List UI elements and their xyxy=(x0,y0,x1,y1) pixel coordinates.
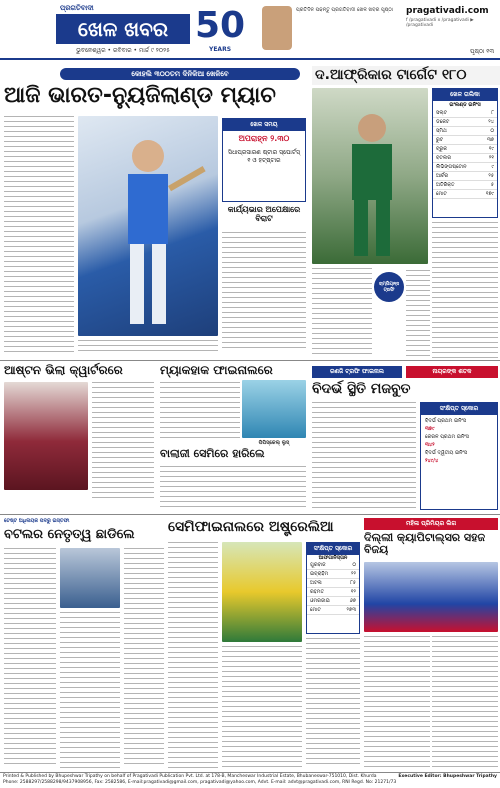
sa-column-2 xyxy=(406,270,430,358)
australia-photo xyxy=(222,542,302,642)
player-name: ମୋଟ xyxy=(307,606,339,615)
table-row xyxy=(307,570,359,579)
ranji-line: ୩୭୯ xyxy=(425,426,435,432)
masthead xyxy=(0,0,500,60)
balaji-column xyxy=(160,466,306,510)
butler-column-3 xyxy=(124,548,164,768)
table-row xyxy=(433,154,497,163)
tennis-player-photo xyxy=(242,380,306,438)
player-runs: ୨୧ xyxy=(479,154,497,163)
player-name: ମୋଟ xyxy=(433,190,479,199)
brand-name: ପ୍ରଗତିବାଦୀ xyxy=(60,4,94,12)
wpl-column-1 xyxy=(364,636,430,768)
ranji-line: କେରଳ ପ୍ରଥମ ଇନିଂସ xyxy=(425,434,469,440)
player-runs: ୦ xyxy=(479,127,497,136)
wpl-headline: ଦିଲ୍ଲୀ କ୍ୟାପିଟାଲ୍ସର ସହଜ ବିଜୟ xyxy=(364,531,486,557)
table-row xyxy=(433,109,497,118)
lead-headline: ଆଜି ଭାରତ-ନ୍ୟୁଜିଲାଣ୍ଡ ମ୍ୟାଚ xyxy=(4,83,276,108)
australia-column-2 xyxy=(222,646,302,768)
player-name: ଆର୍ଚର xyxy=(433,172,479,181)
player-runs: ୮୫ xyxy=(339,579,359,588)
player-runs: ୧୯ xyxy=(479,145,497,154)
australia-column-1 xyxy=(168,542,218,768)
balaji-headline: ବାଲାଜୀ ସେମିରେ ହାରିଲେ xyxy=(160,447,265,460)
player-name: ବଟଲର xyxy=(433,154,479,163)
villa-headline: ଆଷ୍ଟନ ଭିଲା କ୍ୱାର୍ଟରରେ xyxy=(4,363,123,377)
social-handles: f /pragativadi x /pragativadi ▶ /pragativadi xyxy=(406,18,474,28)
table-row xyxy=(433,145,497,154)
sa-headline: ଦ.ଆଫ୍ରିକାର ଟାର୍ଗେଟ ୧୮୦ xyxy=(312,66,500,85)
date-line: ଭୁବନେଶ୍ୱର • ରବିବାର • ମାର୍ଚ୍ଚ ୯ ୨୦୨୫ xyxy=(76,47,170,54)
player-runs: ୨୫ xyxy=(479,172,497,181)
imprint-footer xyxy=(0,772,500,788)
ranji-headline: ବିଦର୍ଭ ସ୍ଥିତି ମଜବୁତ xyxy=(312,381,411,397)
broadcast-info: ସିଧାପ୍ରସାରଣ ଷ୍ଟାର ସ୍ପୋର୍ଟସ୍ ୧ ଓ ହଟ୍‌ଷ୍ଟାର xyxy=(228,149,300,164)
wpl-column-2 xyxy=(432,636,498,768)
player-runs: ୦ xyxy=(339,561,359,570)
medvedev-column xyxy=(160,382,240,442)
player-runs: ୮ xyxy=(479,109,497,118)
match-time-box xyxy=(222,118,306,202)
page-number: ପୃଷ୍ଠା ୧୩ xyxy=(470,48,495,55)
player-name: ଗୁରବାଜ xyxy=(307,561,339,570)
tennis-caption: ପିପିସ୍କେଲ୍ ଲୁସ୍ xyxy=(258,440,290,446)
player-runs: ୨୭୩ xyxy=(339,606,359,615)
page-title: ଖେଳ ଖବର xyxy=(56,14,190,44)
imprint-text: Printed & Published by Bhupeshwar Tripathy on behalf of Pragativadi Publication Pvt. Ltd. at 178-B, Mancheswar Industrial Estate, Bhubaneswar-751010, Dist. Khurda xyxy=(3,774,377,779)
butler-tag: ଟେଷ୍ଟ ଅଧିନାୟକ ପଦରୁ ଇସ୍ତଫା xyxy=(4,518,70,524)
promo-photo xyxy=(262,6,292,50)
table-row xyxy=(433,190,497,199)
scoreboard-title: ଖେଳ ତାଲିକା xyxy=(433,89,497,101)
anniversary-number: 50 xyxy=(194,5,246,46)
lead-column-1 xyxy=(4,116,74,352)
scoreboard-table xyxy=(433,109,497,199)
table-row xyxy=(433,127,497,136)
table-row xyxy=(307,597,359,606)
imprint-contact: Phone: 2588297/2588298/9437908956, Fax: 2582586, E-mail:pragativadi@gmail.com, pragativadi@yahoo.com, Advt. E-mail: advt@pragativadi.com, RNI Regd. No: 21271/73 xyxy=(3,780,397,785)
aus-score-table xyxy=(307,561,359,615)
ranji-box-lines xyxy=(421,415,497,467)
player-runs: ୬୭ xyxy=(339,597,359,606)
scoreboard-subtitle: ଇଂଲଣ୍ଡ ଇନିଂସ xyxy=(449,102,481,108)
ranji-banner-2: ନାୟରଙ୍କ ଶତକ xyxy=(406,366,498,378)
lead-sub-headline: କାର୍ଯ୍ୟଭାର ଅପେକ୍ଷାରେ ବିରାଟ xyxy=(227,205,301,223)
table-row xyxy=(433,172,497,181)
australia-column-3 xyxy=(306,638,360,768)
butler-photo xyxy=(60,548,120,608)
player-name: ରୁଟ xyxy=(433,136,479,145)
scoreboard xyxy=(432,88,498,218)
ranji-line: ୨୪୯/୪ xyxy=(425,458,439,464)
table-row xyxy=(433,181,497,190)
section-divider-2 xyxy=(0,514,500,515)
sa-column-1 xyxy=(312,268,372,358)
kohli-photo xyxy=(78,116,218,336)
bowler-figure xyxy=(312,88,428,264)
anniversary-logo xyxy=(194,5,246,53)
lead-column-3 xyxy=(222,232,306,352)
player-name: ଇବ୍ରାହିମ xyxy=(307,570,339,579)
site-url[interactable]: pragativadi.com xyxy=(406,6,489,16)
table-row xyxy=(307,579,359,588)
table-row xyxy=(433,118,497,127)
player-runs: ୧୨ xyxy=(339,588,359,597)
ranji-box-title: ସଂକ୍ଷିପ୍ତ ସ୍କୋର xyxy=(421,403,497,415)
table-row xyxy=(307,561,359,570)
wpl-photo xyxy=(364,562,498,632)
aus-box-sub: ଆଫଗାନିସ୍ତାନ xyxy=(318,555,348,561)
ranji-line: ବିଦର୍ଭ ପ୍ରଥମ ଇନିଂସ xyxy=(425,418,467,424)
ranji-line: ୩୪୨ xyxy=(425,442,435,448)
imprint-editor: Executive Editor: Bhupeshwar Tripathy xyxy=(398,774,497,779)
promo-text: ପ୍ରତିଦିନ ପଢନ୍ତୁ ପ୍ରଗତିବାଦୀ ଖେଳ ଖବର ପୃଷ୍ଠା xyxy=(296,7,393,13)
time-box-value: ଅପରାହ୍ନ ୨.୩୦ xyxy=(238,134,290,143)
player-runs: ୧୭୯ xyxy=(479,190,497,199)
sa-bowler-photo xyxy=(312,88,428,264)
ranji-banner: ରଣଜି ଟ୍ରଫି ଫାଇନାଲ xyxy=(312,366,402,378)
player-name: ଲିଭିଙ୍ଗଷ୍ଟୋନ xyxy=(433,163,479,172)
lead-banner: କୋହଲି ୩୦୦ତମ ଦିନିକିଆ ଖେଳିବେ xyxy=(60,68,300,80)
australia-scorebox xyxy=(306,542,360,634)
aus-box-title: ସଂକ୍ଷିପ୍ତ ସ୍କୋର xyxy=(307,543,359,555)
ranji-column xyxy=(312,402,416,510)
sa-column-3 xyxy=(432,222,498,358)
table-row xyxy=(433,136,497,145)
player-runs: ୨୨ xyxy=(339,570,359,579)
australia-headline: ସେମିଫାଇନାଲରେ ଅଷ୍ଟ୍ରେଲିଆ xyxy=(168,519,334,535)
wpl-banner: ମହିଳା ପ୍ରିମିୟର ଲିଗ xyxy=(364,518,498,530)
anniversary-word: YEARS xyxy=(208,46,232,53)
player-name: ଡକେଟ xyxy=(433,118,479,127)
butler-column-2 xyxy=(60,612,120,768)
player-runs: ୯ xyxy=(479,163,497,172)
table-row xyxy=(307,606,359,615)
player-name: ସଲ୍ଟ xyxy=(433,109,479,118)
player-runs: ୫ xyxy=(479,181,497,190)
villa-column xyxy=(92,382,154,502)
table-row xyxy=(307,588,359,597)
butler-headline: ବଟଲର ନେତୃତ୍ୱ ଛାଡିଲେ xyxy=(4,527,135,542)
player-runs: ୨୪ xyxy=(479,118,497,127)
section-divider xyxy=(0,360,500,361)
player-name: ଅଟଲ xyxy=(307,579,339,588)
player-name: ଓମରଜାଇ xyxy=(307,597,339,606)
time-box-title: ଖେଳ ସମୟ xyxy=(223,119,305,131)
batter-figure xyxy=(78,116,218,336)
villa-player-photo xyxy=(4,382,88,490)
player-name: ଅତିରିକ୍ତ xyxy=(433,181,479,190)
player-name: ରହମତ xyxy=(307,588,339,597)
champions-trophy-badge: ଚାମ୍ପିୟନ୍ସ ଟ୍ରଫି xyxy=(374,272,404,302)
player-name: ସ୍ମିଥ xyxy=(433,127,479,136)
butler-column-1 xyxy=(4,548,56,768)
medvedev-headline: ମ୍ୟାକହାକ ଫାଇନାଲରେ xyxy=(160,363,273,377)
ranji-line: ବିଦର୍ଭ ଦ୍ୱିତୀୟ ଇନିଂସ xyxy=(425,450,468,456)
player-runs: ୩୭ xyxy=(479,136,497,145)
lead-column-2 xyxy=(78,340,218,352)
player-name: ବ୍ରୁକ xyxy=(433,145,479,154)
table-row xyxy=(433,163,497,172)
ranji-scorebox xyxy=(420,402,498,510)
